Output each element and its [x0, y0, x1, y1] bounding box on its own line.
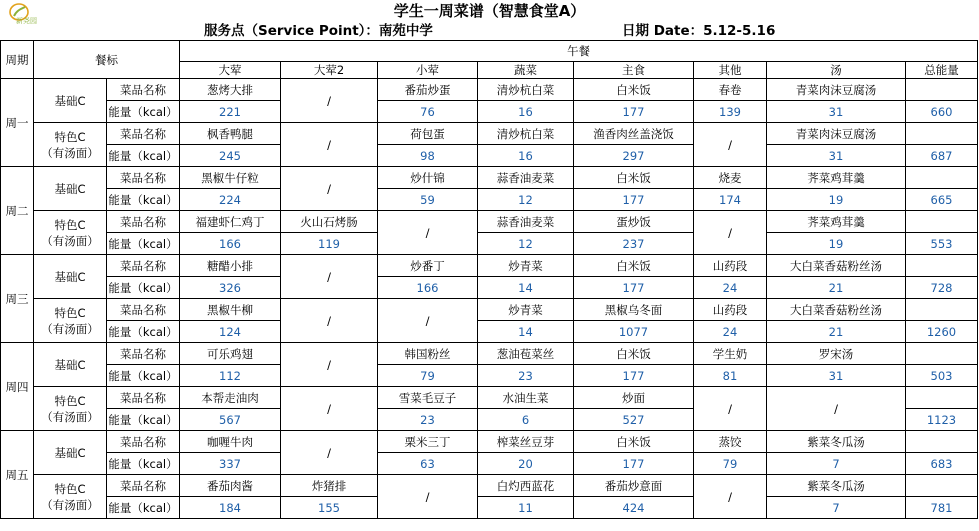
empty-slash-cell: / — [767, 387, 906, 431]
total-energy-blank — [906, 255, 978, 277]
header-meal-type: 餐标 — [34, 41, 180, 79]
total-energy-value: 687 — [906, 145, 978, 167]
dish-name: 白米饭 — [574, 255, 694, 277]
energy-value: 59 — [378, 189, 478, 211]
dish-name-row — [1, 123, 978, 145]
energy-value: 14 — [478, 277, 574, 299]
dish-name: 山药段 — [694, 299, 767, 321]
dish-name-row — [1, 343, 978, 365]
total-energy-blank — [906, 475, 978, 497]
total-energy-blank — [906, 299, 978, 321]
dish-name: 水油生菜 — [478, 387, 574, 409]
energy-row — [1, 145, 978, 167]
dish-name: 炒青菜 — [478, 255, 574, 277]
total-energy-value: 503 — [906, 365, 978, 387]
header-column: 蔬菜 — [478, 62, 574, 79]
total-energy-blank — [906, 123, 978, 145]
dish-name: 烧麦 — [694, 167, 767, 189]
energy-row — [1, 189, 978, 211]
energy-value: 326 — [180, 277, 281, 299]
empty-slash-cell: / — [281, 431, 378, 475]
energy-value: 24 — [694, 277, 767, 299]
row-label-energy: 能量（kcal） — [107, 145, 180, 167]
dish-name: 青菜肉沫豆腐汤 — [767, 79, 906, 101]
dish-name: 白米饭 — [574, 343, 694, 365]
energy-value: 177 — [574, 101, 694, 123]
energy-value: 527 — [574, 409, 694, 431]
energy-value: 6 — [478, 409, 574, 431]
energy-value: 7 — [767, 453, 906, 475]
day-label: 周二 — [1, 167, 34, 255]
dish-name: 番茄炒意面 — [574, 475, 694, 497]
energy-value: 19 — [767, 233, 906, 255]
total-energy-value: 728 — [906, 277, 978, 299]
day-label: 周一 — [1, 79, 34, 167]
energy-value: 12 — [478, 233, 574, 255]
row-label-name: 菜品名称 — [107, 211, 180, 233]
dish-name-row — [1, 387, 978, 409]
total-energy-blank — [906, 387, 978, 409]
dish-name: 栗米三丁 — [378, 431, 478, 453]
total-energy-value: 1123 — [906, 409, 978, 431]
meal-category: 基础C — [34, 79, 107, 123]
energy-value: 139 — [694, 101, 767, 123]
energy-value: 567 — [180, 409, 281, 431]
energy-row — [1, 453, 978, 475]
empty-slash-cell: / — [378, 475, 478, 519]
meal-category: 特色C （有汤面） — [34, 387, 107, 431]
dish-name: 韩国粉丝 — [378, 343, 478, 365]
weekly-menu-table — [0, 40, 978, 519]
total-energy-blank — [906, 167, 978, 189]
energy-value: 174 — [694, 189, 767, 211]
energy-value: 177 — [574, 453, 694, 475]
logo-text: 新尧园 — [16, 17, 37, 25]
total-energy-blank — [906, 343, 978, 365]
day-label: 周五 — [1, 431, 34, 519]
row-label-energy: 能量（kcal） — [107, 321, 180, 343]
dish-name-row — [1, 167, 978, 189]
total-energy-value: 683 — [906, 453, 978, 475]
meal-category: 特色C （有汤面） — [34, 123, 107, 167]
empty-slash-cell: / — [281, 387, 378, 431]
dish-name: 罗宋汤 — [767, 343, 906, 365]
energy-value: 23 — [478, 365, 574, 387]
dish-name: 炒什锦 — [378, 167, 478, 189]
dish-name: 榨菜丝豆芽 — [478, 431, 574, 453]
energy-value: 221 — [180, 101, 281, 123]
row-label-name: 菜品名称 — [107, 431, 180, 453]
dish-name-row — [1, 475, 978, 497]
empty-slash-cell: / — [694, 211, 767, 255]
row-label-energy: 能量（kcal） — [107, 453, 180, 475]
dish-name: 火山石烤肠 — [281, 211, 378, 233]
energy-value: 245 — [180, 145, 281, 167]
energy-value: 31 — [767, 101, 906, 123]
dish-name: 紫菜冬瓜汤 — [767, 431, 906, 453]
empty-slash-cell: / — [281, 79, 378, 123]
energy-value: 112 — [180, 365, 281, 387]
service-point: 服务点（Service Point）：南苑中学 — [204, 23, 433, 39]
row-label-energy: 能量（kcal） — [107, 101, 180, 123]
total-energy-value: 1260 — [906, 321, 978, 343]
header-column: 主食 — [574, 62, 694, 79]
meal-category: 特色C （有汤面） — [34, 211, 107, 255]
energy-value: 14 — [478, 321, 574, 343]
empty-slash-cell: / — [281, 167, 378, 211]
dish-name: 蒸饺 — [694, 431, 767, 453]
dish-name: 清炒杭白菜 — [478, 123, 574, 145]
header-column: 小荤 — [378, 62, 478, 79]
dish-name: 咖喱牛肉 — [180, 431, 281, 453]
energy-value: 124 — [180, 321, 281, 343]
header-period: 周期 — [1, 41, 34, 79]
energy-value: 166 — [180, 233, 281, 255]
dish-name: 清炒杭白菜 — [478, 79, 574, 101]
dish-name: 番茄炒蛋 — [378, 79, 478, 101]
row-label-energy: 能量（kcal） — [107, 409, 180, 431]
dish-name: 白米饭 — [574, 79, 694, 101]
empty-slash-cell: / — [281, 255, 378, 299]
energy-value: 21 — [767, 277, 906, 299]
energy-row — [1, 277, 978, 299]
empty-slash-cell: / — [378, 299, 478, 343]
energy-value: 337 — [180, 453, 281, 475]
energy-row — [1, 365, 978, 387]
energy-row — [1, 321, 978, 343]
row-label-energy: 能量（kcal） — [107, 233, 180, 255]
dish-name: 可乐鸡翅 — [180, 343, 281, 365]
energy-value: 177 — [574, 277, 694, 299]
energy-value: 79 — [694, 453, 767, 475]
dish-name: 白灼西蓝花 — [478, 475, 574, 497]
header-row — [1, 41, 978, 62]
total-energy-value: 553 — [906, 233, 978, 255]
meal-category: 基础C — [34, 343, 107, 387]
energy-value: 31 — [767, 365, 906, 387]
energy-value: 63 — [378, 453, 478, 475]
dish-name: 枫香鸭腿 — [180, 123, 281, 145]
energy-row — [1, 233, 978, 255]
total-energy-blank — [906, 431, 978, 453]
energy-value: 98 — [378, 145, 478, 167]
dish-name: 黑椒乌冬面 — [574, 299, 694, 321]
empty-slash-cell: / — [281, 343, 378, 387]
energy-value: 184 — [180, 497, 281, 519]
dish-name: 炒青菜 — [478, 299, 574, 321]
dish-name: 炸猪排 — [281, 475, 378, 497]
row-label-name: 菜品名称 — [107, 387, 180, 409]
header-column: 总能量 — [906, 62, 978, 79]
energy-value: 224 — [180, 189, 281, 211]
row-label-energy: 能量（kcal） — [107, 277, 180, 299]
energy-value: 11 — [478, 497, 574, 519]
row-label-name: 菜品名称 — [107, 167, 180, 189]
dish-name: 蒜香油麦菜 — [478, 211, 574, 233]
date-range: 日期 Date：5.12-5.16 — [622, 23, 776, 39]
energy-value: 81 — [694, 365, 767, 387]
empty-slash-cell: / — [378, 211, 478, 255]
energy-value: 237 — [574, 233, 694, 255]
energy-value: 424 — [574, 497, 694, 519]
energy-value: 16 — [478, 101, 574, 123]
row-label-name: 菜品名称 — [107, 255, 180, 277]
row-label-energy: 能量（kcal） — [107, 365, 180, 387]
dish-name: 青菜肉沫豆腐汤 — [767, 123, 906, 145]
energy-row — [1, 497, 978, 519]
energy-value: 79 — [378, 365, 478, 387]
total-energy-value: 781 — [906, 497, 978, 519]
empty-slash-cell: / — [694, 123, 767, 167]
meal-category: 基础C — [34, 167, 107, 211]
meal-category: 特色C （有汤面） — [34, 475, 107, 519]
dish-name: 荷包蛋 — [378, 123, 478, 145]
total-energy-blank — [906, 211, 978, 233]
energy-value: 24 — [694, 321, 767, 343]
row-label-energy: 能量（kcal） — [107, 497, 180, 519]
header-column: 汤 — [767, 62, 906, 79]
header-column: 大荤 — [180, 62, 281, 79]
energy-value: 76 — [378, 101, 478, 123]
header-column: 其他 — [694, 62, 767, 79]
dish-name: 春卷 — [694, 79, 767, 101]
meal-category: 基础C — [34, 431, 107, 475]
day-label: 周四 — [1, 343, 34, 431]
dish-name: 炒番丁 — [378, 255, 478, 277]
dish-name: 葱烤大排 — [180, 79, 281, 101]
row-label-name: 菜品名称 — [107, 475, 180, 497]
energy-value: 21 — [767, 321, 906, 343]
dish-name-row — [1, 299, 978, 321]
page-title: 学生一周菜谱（智慧食堂A） — [393, 2, 586, 20]
dish-name: 大白菜香菇粉丝汤 — [767, 299, 906, 321]
dish-name: 蒜香油麦菜 — [478, 167, 574, 189]
total-energy-value: 660 — [906, 101, 978, 123]
dish-name: 荠菜鸡茸羹 — [767, 167, 906, 189]
dish-name: 黑椒牛柳 — [180, 299, 281, 321]
energy-value: 1077 — [574, 321, 694, 343]
dish-name: 糖醋小排 — [180, 255, 281, 277]
energy-row — [1, 101, 978, 123]
row-label-name: 菜品名称 — [107, 343, 180, 365]
empty-slash-cell: / — [694, 387, 767, 431]
energy-value: 12 — [478, 189, 574, 211]
row-label-name: 菜品名称 — [107, 299, 180, 321]
row-label-name: 菜品名称 — [107, 79, 180, 101]
day-label: 周三 — [1, 255, 34, 343]
header-lunch: 午餐 — [180, 41, 978, 62]
meal-category: 特色C （有汤面） — [34, 299, 107, 343]
dish-name: 黑椒牛仔粒 — [180, 167, 281, 189]
energy-value: 7 — [767, 497, 906, 519]
dish-name: 山药段 — [694, 255, 767, 277]
dish-name: 雪菜毛豆子 — [378, 387, 478, 409]
meal-category: 基础C — [34, 255, 107, 299]
dish-name: 炒面 — [574, 387, 694, 409]
dish-name: 荠菜鸡茸羹 — [767, 211, 906, 233]
dish-name: 番茄肉酱 — [180, 475, 281, 497]
energy-value: 19 — [767, 189, 906, 211]
energy-value: 177 — [574, 365, 694, 387]
dish-name: 大白菜香菇粉丝汤 — [767, 255, 906, 277]
dish-name: 学生奶 — [694, 343, 767, 365]
dish-name-row — [1, 255, 978, 277]
total-energy-value: 665 — [906, 189, 978, 211]
dish-name: 本帮走油肉 — [180, 387, 281, 409]
energy-value: 31 — [767, 145, 906, 167]
empty-slash-cell: / — [694, 475, 767, 519]
energy-value: 297 — [574, 145, 694, 167]
dish-name: 紫菜冬瓜汤 — [767, 475, 906, 497]
energy-value: 23 — [378, 409, 478, 431]
header-column: 大荤2 — [281, 62, 378, 79]
row-label-energy: 能量（kcal） — [107, 189, 180, 211]
dish-name: 福建虾仁鸡丁 — [180, 211, 281, 233]
empty-slash-cell: / — [281, 299, 378, 343]
dish-name-row — [1, 79, 978, 101]
total-energy-blank — [906, 79, 978, 101]
dish-name-row — [1, 431, 978, 453]
dish-name-row — [1, 211, 978, 233]
dish-name: 葱油苞菜丝 — [478, 343, 574, 365]
energy-value: 20 — [478, 453, 574, 475]
empty-slash-cell: / — [281, 123, 378, 167]
dish-name: 白米饭 — [574, 167, 694, 189]
energy-value: 155 — [281, 497, 378, 519]
dish-name: 白米饭 — [574, 431, 694, 453]
energy-value: 16 — [478, 145, 574, 167]
dish-name: 渔香肉丝盖浇饭 — [574, 123, 694, 145]
energy-value: 177 — [574, 189, 694, 211]
row-label-name: 菜品名称 — [107, 123, 180, 145]
dish-name: 蛋炒饭 — [574, 211, 694, 233]
energy-value: 119 — [281, 233, 378, 255]
energy-value: 166 — [378, 277, 478, 299]
